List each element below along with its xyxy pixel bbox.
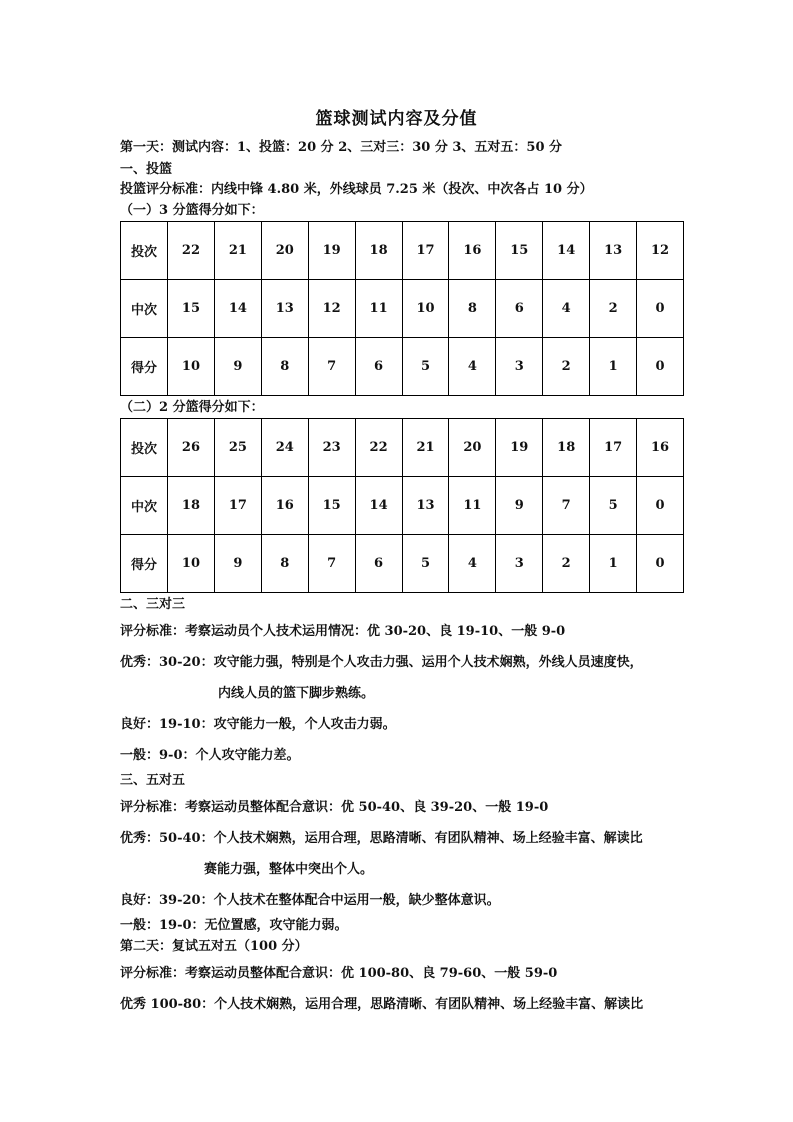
3v3-standard-line: 评分标准：考察运动员个人技术运用情况：优 30-20、良 19-10、一般 9-0 [120, 624, 566, 639]
table-cell: 12 [637, 222, 684, 280]
table-cell: 21 [402, 419, 449, 477]
table-cell: 10 [168, 338, 215, 396]
5v5-good-line: 良好：39-20：个人技术在整体配合中运用一般，缺少整体意识。 [120, 893, 500, 908]
table-cell: 9 [214, 535, 261, 593]
table-cell: 16 [261, 477, 308, 535]
table-cell: 23 [308, 419, 355, 477]
table-cell: 2 [543, 535, 590, 593]
table-cell: 9 [496, 477, 543, 535]
table-cell: 14 [214, 280, 261, 338]
table-cell: 11 [449, 477, 496, 535]
table-cell: 0 [637, 477, 684, 535]
table-cell: 10 [168, 535, 215, 593]
table-cell: 18 [355, 222, 402, 280]
3v3-excellent-line: 优秀：30-20：攻守能力强，特别是个人攻击力强、运用个人技术娴熟，外线人员速度快， [120, 655, 643, 670]
table-cell: 13 [590, 222, 637, 280]
attempts-row [121, 222, 684, 280]
table-cell: 7 [543, 477, 590, 535]
page-title: 篮球测试内容及分值 [315, 109, 478, 129]
table-cell: 5 [402, 338, 449, 396]
table-cell: 22 [355, 419, 402, 477]
attempts-row [121, 419, 684, 477]
score-row [121, 535, 684, 593]
table-cell: 19 [496, 419, 543, 477]
table-cell: 0 [637, 280, 684, 338]
table-cell: 18 [168, 477, 215, 535]
day1-content-line: 第一天：测试内容：1、投篮：20 分 2、三对三：30 分 3、五对五：50 分 [120, 140, 563, 155]
table-cell: 5 [402, 535, 449, 593]
3v3-excellent-continuation: 内线人员的篮下脚步熟练。 [218, 686, 375, 701]
3v3-fair-line: 一般：9-0：个人攻守能力差。 [120, 748, 300, 763]
table-cell: 15 [168, 280, 215, 338]
three-point-score-table [120, 221, 684, 396]
section-5v5-heading: 三、五对五 [120, 773, 186, 788]
table-cell: 20 [449, 419, 496, 477]
table-cell: 17 [590, 419, 637, 477]
row-label: 投次 [121, 419, 168, 477]
table-cell: 8 [261, 338, 308, 396]
day2-standard-line: 评分标准：考察运动员整体配合意识：优 100-80、良 79-60、一般 59-0 [120, 966, 558, 981]
table-cell: 24 [261, 419, 308, 477]
table-cell: 14 [355, 477, 402, 535]
5v5-excellent-continuation: 赛能力强，整体中突出个人。 [204, 862, 374, 877]
table-cell: 19 [308, 222, 355, 280]
table-cell: 15 [496, 222, 543, 280]
table-cell: 7 [308, 338, 355, 396]
table-cell: 20 [261, 222, 308, 280]
table-cell: 6 [496, 280, 543, 338]
row-label: 投次 [121, 222, 168, 280]
3v3-good-line: 良好：19-10：攻守能力一般，个人攻击力弱。 [120, 717, 396, 732]
table-cell: 16 [637, 419, 684, 477]
table-cell: 0 [637, 535, 684, 593]
table-cell: 8 [449, 280, 496, 338]
table-cell: 2 [543, 338, 590, 396]
table-cell: 18 [543, 419, 590, 477]
table-cell: 4 [449, 338, 496, 396]
table-cell: 1 [590, 338, 637, 396]
table-cell: 9 [214, 338, 261, 396]
table-cell: 12 [308, 280, 355, 338]
row-label: 得分 [121, 535, 168, 593]
table-cell: 16 [449, 222, 496, 280]
row-label: 得分 [121, 338, 168, 396]
two-point-table-caption: （二）2 分篮得分如下： [120, 400, 264, 415]
three-point-table-caption: （一）3 分篮得分如下： [120, 203, 264, 218]
table-cell: 11 [355, 280, 402, 338]
table-cell: 22 [168, 222, 215, 280]
table-cell: 8 [261, 535, 308, 593]
section-3v3-heading: 二、三对三 [120, 597, 186, 612]
table-cell: 6 [355, 338, 402, 396]
row-label: 中次 [121, 477, 168, 535]
5v5-excellent-line: 优秀：50-40：个人技术娴熟，运用合理，思路清晰、有团队精神、场上经验丰富、解读比 [120, 831, 643, 846]
row-label: 中次 [121, 280, 168, 338]
table-cell: 1 [590, 535, 637, 593]
day2-heading: 第二天：复试五对五（100 分） [120, 939, 308, 954]
table-cell: 4 [543, 280, 590, 338]
table-cell: 10 [402, 280, 449, 338]
table-cell: 17 [214, 477, 261, 535]
table-cell: 21 [214, 222, 261, 280]
table-cell: 26 [168, 419, 215, 477]
table-cell: 2 [590, 280, 637, 338]
shooting-standard-line: 投篮评分标准：内线中锋 4.80 米，外线球员 7.25 米（投次、中次各占 10 分） [120, 182, 593, 197]
table-cell: 15 [308, 477, 355, 535]
table-cell: 13 [402, 477, 449, 535]
section-shooting-heading: 一、投篮 [120, 162, 173, 177]
two-point-score-table [120, 418, 684, 593]
table-cell: 13 [261, 280, 308, 338]
table-cell: 0 [637, 338, 684, 396]
table-cell: 4 [449, 535, 496, 593]
table-cell: 17 [402, 222, 449, 280]
day2-excellent-line: 优秀 100-80：个人技术娴熟，运用合理，思路清晰、有团队精神、场上经验丰富、解读比 [120, 997, 644, 1012]
table-cell: 5 [590, 477, 637, 535]
table-cell: 7 [308, 535, 355, 593]
table-cell: 6 [355, 535, 402, 593]
made-row [121, 477, 684, 535]
made-row [121, 280, 684, 338]
table-cell: 14 [543, 222, 590, 280]
5v5-standard-line: 评分标准：考察运动员整体配合意识：优 50-40、良 39-20、一般 19-0 [120, 800, 549, 815]
table-cell: 25 [214, 419, 261, 477]
score-row [121, 338, 684, 396]
table-cell: 3 [496, 535, 543, 593]
5v5-fair-line: 一般：19-0：无位置感，攻守能力弱。 [120, 918, 348, 933]
table-cell: 3 [496, 338, 543, 396]
